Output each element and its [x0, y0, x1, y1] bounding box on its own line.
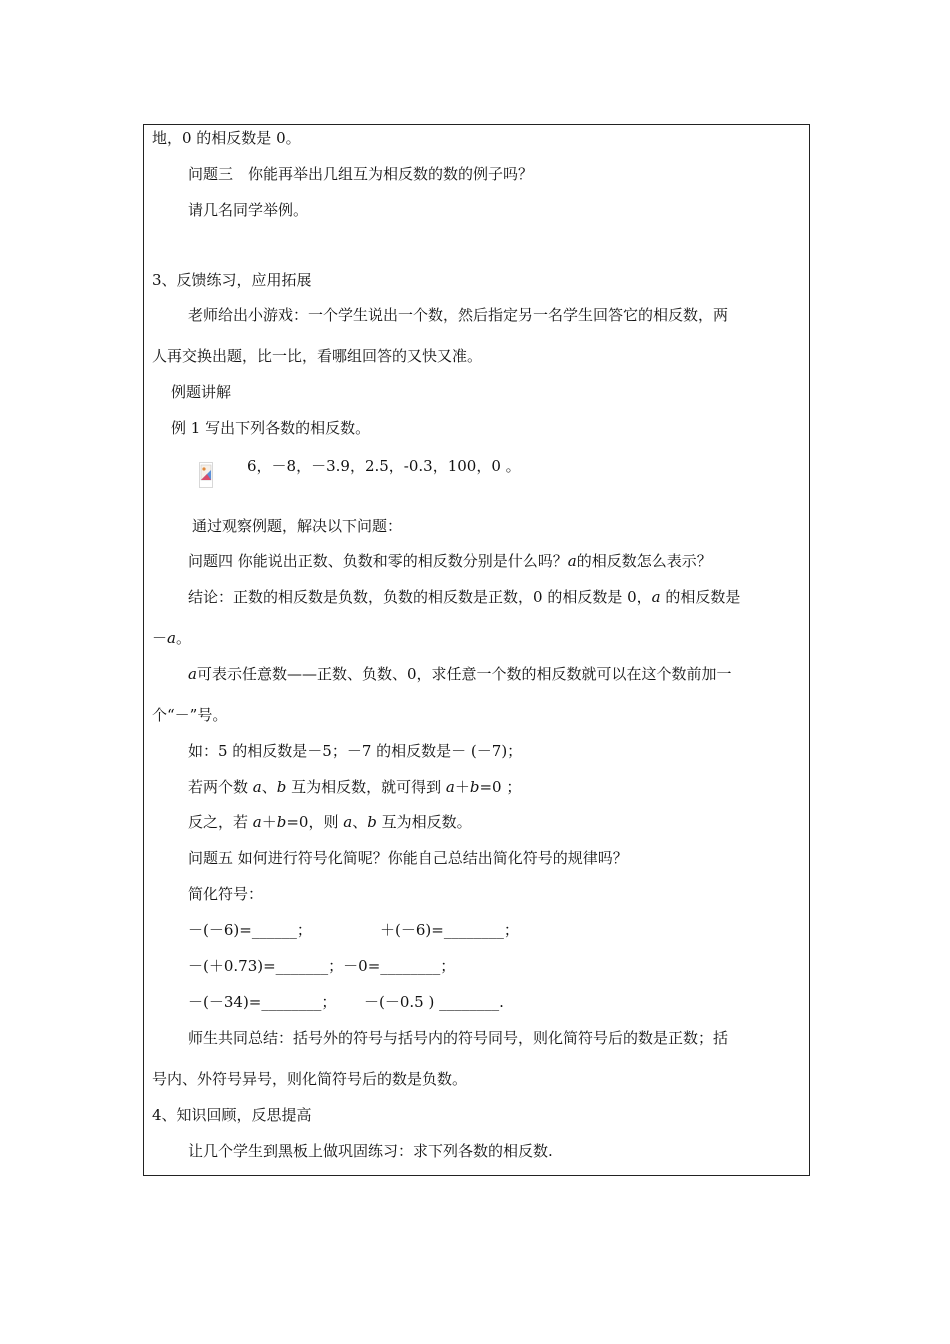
exercise-line: －(－6)=______；	[188, 921, 312, 939]
text-line: 地，0 的相反数是 0。	[152, 129, 301, 147]
question-five: 问题五 如何进行符号化简呢？你能自己总结出简化符号的规律吗？	[188, 849, 628, 867]
exercise-line: －(＋0.73)=_______；－0=________；	[188, 957, 456, 975]
text-line: －a。	[152, 629, 191, 647]
example-heading: 例题讲解	[171, 383, 232, 401]
text-line: a可表示任意数——正数、负数、0，求任意一个数的相反数就可以在这个数前加一	[188, 665, 732, 683]
question-three: 问题三 你能再举出几组互为相反数的数的例子吗？	[188, 165, 534, 183]
exercise-line: －(－34)=________；	[188, 993, 337, 1011]
text-line: 反之，若 a＋b=0，则 a、b 互为相反数。	[188, 813, 472, 831]
exercise-line: ＋(－6)=________；	[380, 921, 519, 939]
text-line: 如：5 的相反数是－5；－7 的相反数是－ (－7)；	[188, 742, 523, 760]
text-line: 个“－”号。	[152, 706, 228, 724]
example-1: 例 1 写出下列各数的相反数。	[171, 419, 371, 437]
text-line: 老师给出小游戏：一个学生说出一个数，然后指定另一名学生回答它的相反数，两	[188, 306, 729, 324]
question-four: 问题四 你能说出正数、负数和零的相反数分别是什么吗？a的相反数怎么表示？	[188, 552, 712, 570]
text-line: 人再交换出题，比一比，看哪组回答的又快又准。	[152, 347, 483, 365]
broken-image-icon	[199, 462, 213, 488]
section-heading-3: 3、反馈练习，应用拓展	[152, 271, 312, 289]
text-line: 简化符号：	[188, 885, 264, 903]
summary-line: 师生共同总结：括号外的符号与括号内的符号同号，则化简符号后的数是正数；括	[188, 1029, 729, 1047]
example-1-numbers: 6，－8，－3.9，2.5，-0.3，100，0 。	[247, 457, 521, 475]
exercise-line: －(－0.5 ) ________.	[364, 993, 504, 1011]
text-line: 号内、外符号异号，则化简符号后的数是负数。	[152, 1070, 468, 1088]
text-line: 若两个数 a、b 互为相反数，就可得到 a＋b=0 ；	[188, 778, 522, 796]
section-heading-4: 4、知识回顾，反思提高	[152, 1106, 312, 1124]
text-line: 让几个学生到黑板上做巩固练习：求下列各数的相反数.	[188, 1142, 553, 1160]
text-line: 通过观察例题，解决以下问题：	[192, 517, 403, 535]
conclusion-line: 结论：正数的相反数是负数，负数的相反数是正数，0 的相反数是 0，a 的相反数是	[188, 588, 741, 606]
text-line: 请几名同学举例。	[188, 201, 309, 219]
